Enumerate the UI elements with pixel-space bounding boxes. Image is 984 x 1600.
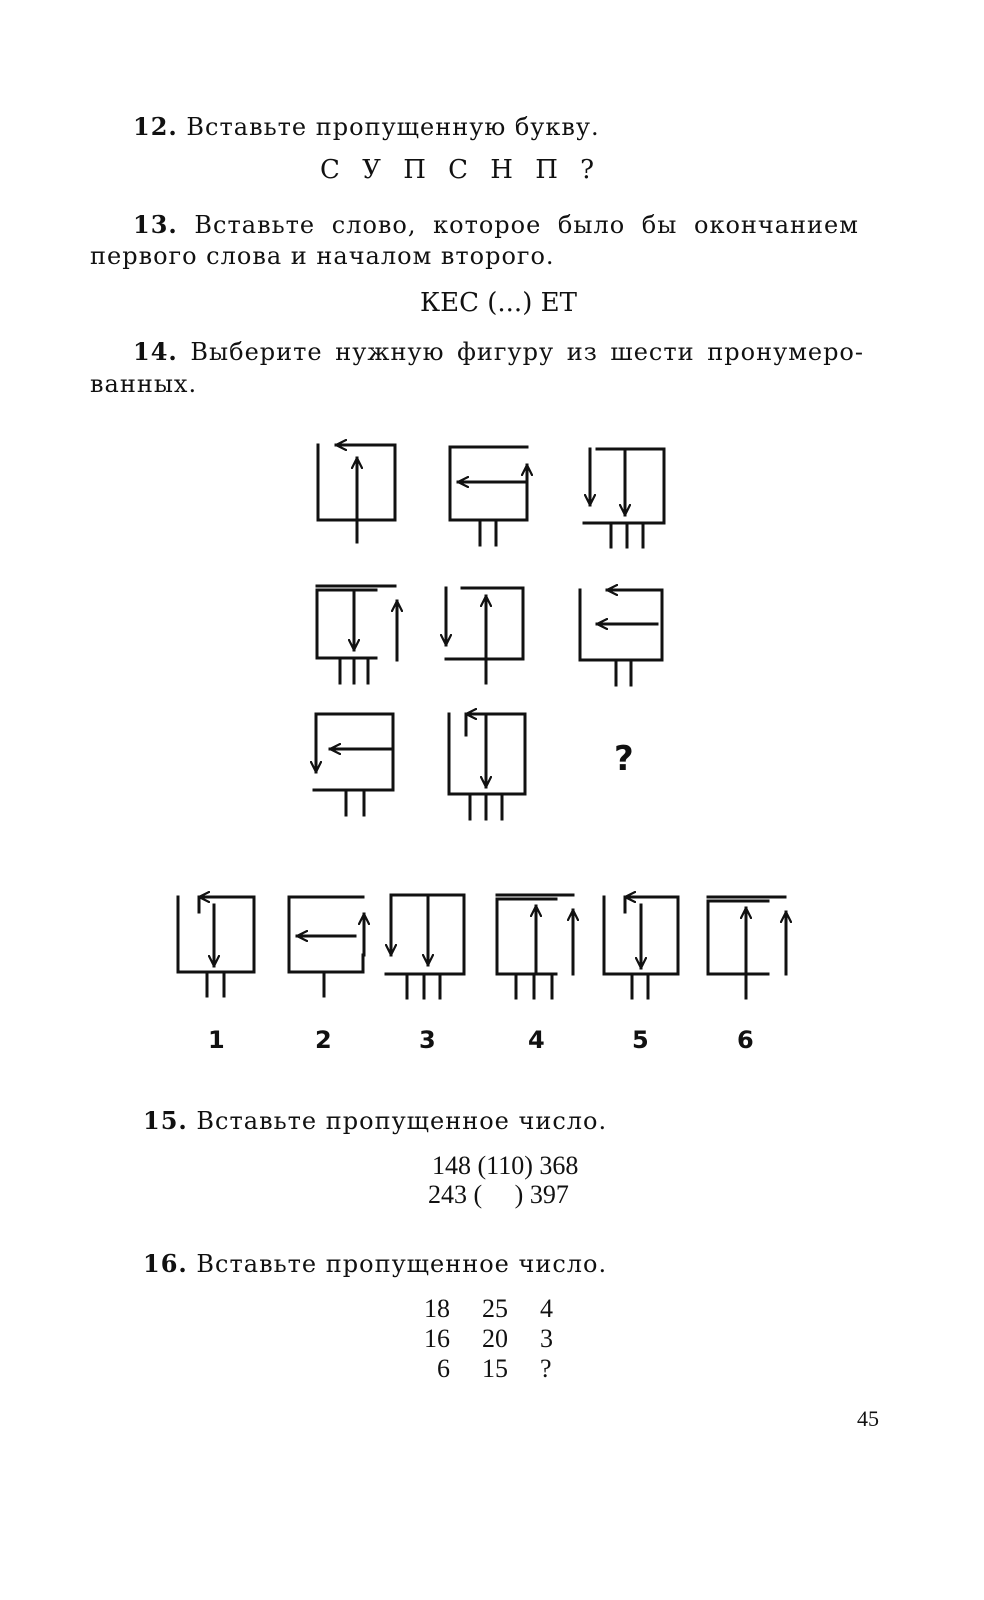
option-figure-4[interactable] [497, 895, 573, 998]
option-label-2[interactable]: 2 [315, 1026, 332, 1054]
matrix-cell-1-3 [584, 449, 664, 547]
option-figure-5[interactable] [604, 897, 678, 998]
matrix-question-mark: ? [614, 739, 634, 779]
q14-line1: Выберите нужную фигуру из шести пронумеро- [190, 338, 864, 366]
q16-cell-3-1: 6 [437, 1354, 450, 1383]
q16-number: 16. [143, 1249, 188, 1278]
option-figure-1[interactable] [178, 897, 254, 996]
q13-number: 13. [133, 210, 178, 239]
q12-sequence: С У П С Н П ? [320, 155, 595, 185]
q13-puzzle: КЕС (...) ЕТ [420, 288, 577, 318]
matrix-cell-2-3 [580, 590, 662, 685]
option-label-3[interactable]: 3 [419, 1026, 436, 1054]
page-number: 45 [857, 1406, 879, 1431]
q14-number: 14. [133, 337, 178, 366]
q15-text: Вставьте пропущенное число. [196, 1107, 608, 1135]
q16-cell-2-1: 16 [424, 1324, 450, 1353]
q14-line2: ванных. [90, 370, 198, 398]
option-label-6[interactable]: 6 [737, 1026, 754, 1054]
option-figure-6[interactable] [708, 897, 786, 998]
option-figure-2[interactable] [289, 897, 364, 996]
q16-cell-1-3: 4 [540, 1294, 553, 1323]
matrix-cell-2-2 [446, 588, 523, 683]
option-label-4[interactable]: 4 [528, 1026, 545, 1054]
q16-cell-1-1: 18 [424, 1294, 450, 1323]
q16-heading [143, 1249, 607, 1278]
q15-heading [143, 1106, 607, 1135]
q16-cell-1-2: 25 [482, 1294, 508, 1323]
matrix-cell-2-1 [317, 586, 397, 683]
q15-row-1: 148 (110) 368 [432, 1151, 579, 1180]
matrix-cell-3-2 [449, 714, 525, 819]
q15-number: 15. [143, 1106, 188, 1135]
q15-row-2: 243 ( ) 397 [428, 1180, 569, 1209]
q13-line1: Вставьте слово, которое было бы окончанием [194, 211, 859, 239]
q12-text: Вставьте пропущенную букву. [186, 113, 600, 141]
matrix-cell-1-2 [450, 447, 527, 545]
q12-number: 12. [133, 112, 178, 141]
q16-cell-2-2: 20 [482, 1324, 508, 1353]
matrix-cell-3-1 [314, 714, 393, 815]
option-label-1[interactable]: 1 [208, 1026, 225, 1054]
matrix-cell-1-1 [318, 445, 395, 542]
q13-line2: первого слова и началом второго. [90, 242, 555, 270]
q16-cell-2-3: 3 [540, 1324, 553, 1353]
q16-cell-3-3: ? [540, 1354, 552, 1383]
option-label-5[interactable]: 5 [632, 1026, 649, 1054]
q16-text: Вставьте пропущенное число. [196, 1250, 608, 1278]
q16-cell-3-2: 15 [482, 1354, 508, 1383]
option-figure-3[interactable] [386, 895, 464, 998]
